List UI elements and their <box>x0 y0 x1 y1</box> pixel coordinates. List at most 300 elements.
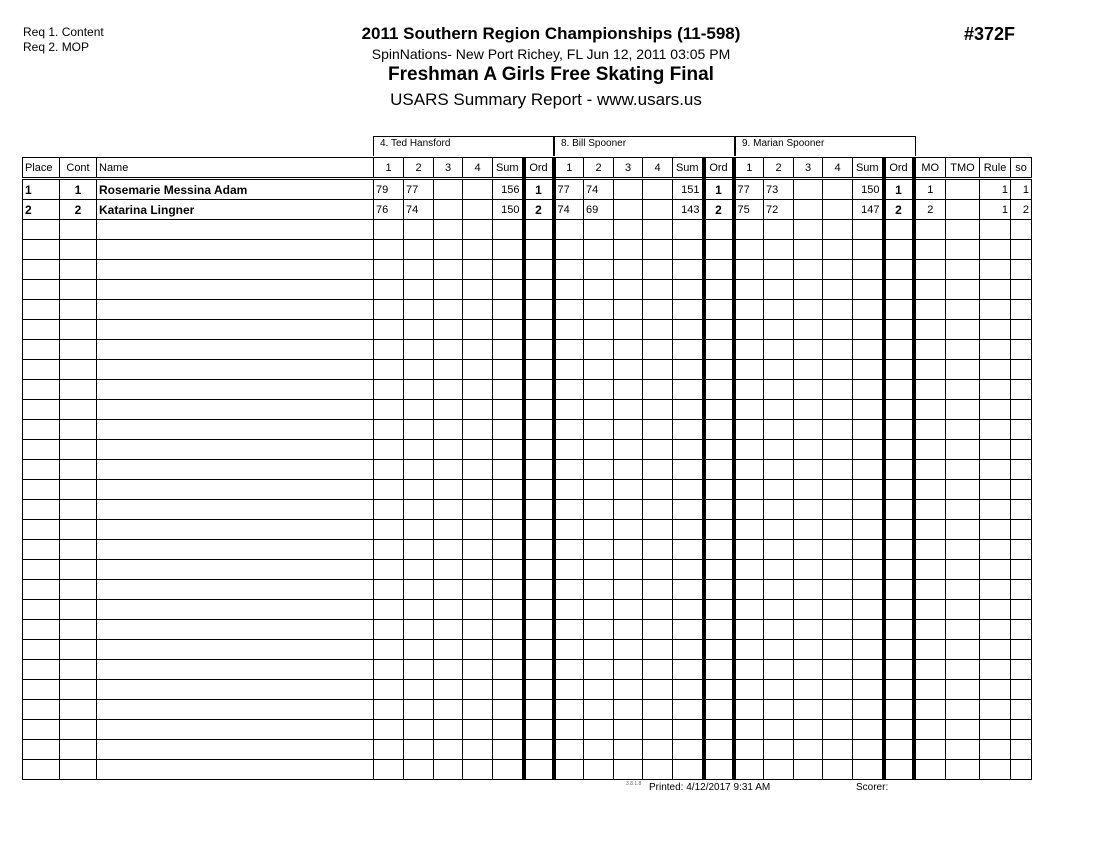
name-cell <box>97 460 374 480</box>
so-cell <box>1011 260 1032 280</box>
col-judge3-4: 4 <box>823 158 853 179</box>
score-cell <box>434 500 463 520</box>
score-cell <box>794 380 823 400</box>
table-row <box>23 500 1032 520</box>
place-cell <box>23 460 60 480</box>
rule-cell <box>980 280 1011 300</box>
sum-cell <box>853 220 884 240</box>
score-cell <box>463 580 493 600</box>
score-cell <box>374 620 404 640</box>
score-cell <box>614 300 643 320</box>
req-2: Req 2. MOP <box>23 40 90 54</box>
score-cell <box>404 520 434 540</box>
score-cell <box>374 500 404 520</box>
cont-cell <box>60 380 97 400</box>
score-cell <box>554 540 584 560</box>
score-cell <box>764 660 794 680</box>
score-cell <box>374 300 404 320</box>
score-cell <box>404 500 434 520</box>
score-cell <box>794 660 823 680</box>
req-1: Req 1. Content <box>23 25 104 39</box>
score-cell <box>463 240 493 260</box>
score-cell <box>614 560 643 580</box>
score-cell <box>584 760 614 780</box>
sum-cell <box>493 340 524 360</box>
place-cell <box>23 440 60 460</box>
score-cell <box>554 280 584 300</box>
sum-cell <box>493 700 524 720</box>
score-cell <box>463 280 493 300</box>
so-cell <box>1011 400 1032 420</box>
tmo-cell <box>946 280 980 300</box>
tmo-cell <box>946 520 980 540</box>
ord-cell <box>524 660 554 680</box>
ord-cell <box>884 660 914 680</box>
mo-cell <box>914 580 946 600</box>
sum-cell <box>673 640 704 660</box>
score-cell <box>434 280 463 300</box>
score-cell <box>614 720 643 740</box>
rule-cell <box>980 620 1011 640</box>
score-cell <box>463 480 493 500</box>
ord-cell: 2 <box>704 200 734 220</box>
score-cell <box>614 600 643 620</box>
ord-cell <box>884 500 914 520</box>
score-cell <box>584 320 614 340</box>
so-cell <box>1011 480 1032 500</box>
mo-cell <box>914 680 946 700</box>
tmo-cell <box>946 720 980 740</box>
score-cell <box>764 520 794 540</box>
score-cell <box>794 240 823 260</box>
table-row <box>23 360 1032 380</box>
ord-cell <box>704 740 734 760</box>
table-row <box>23 220 1032 240</box>
sum-cell <box>493 300 524 320</box>
score-cell <box>823 260 853 280</box>
rule-cell <box>980 300 1011 320</box>
score-cell <box>643 240 673 260</box>
sum-cell <box>493 760 524 780</box>
score-cell <box>614 380 643 400</box>
score-cell <box>554 420 584 440</box>
so-cell <box>1011 540 1032 560</box>
place-cell: 2 <box>23 200 60 220</box>
ord-cell <box>884 340 914 360</box>
table-row <box>23 760 1032 780</box>
score-cell <box>404 440 434 460</box>
ord-cell <box>884 720 914 740</box>
score-cell <box>734 580 764 600</box>
cont-cell <box>60 760 97 780</box>
score-cell <box>794 520 823 540</box>
score-cell: 76 <box>374 200 404 220</box>
sum-cell <box>853 740 884 760</box>
score-cell <box>404 560 434 580</box>
name-cell <box>97 280 374 300</box>
score-cell: 77 <box>404 179 434 200</box>
ord-cell <box>704 280 734 300</box>
ord-cell <box>704 460 734 480</box>
score-cell <box>734 340 764 360</box>
sum-cell <box>853 300 884 320</box>
sum-cell <box>853 420 884 440</box>
score-cell <box>463 340 493 360</box>
mo-cell <box>914 640 946 660</box>
score-cell <box>643 260 673 280</box>
name-cell <box>97 720 374 740</box>
score-cell <box>554 320 584 340</box>
table-row <box>23 480 1032 500</box>
score-cell <box>463 640 493 660</box>
cont-cell <box>60 480 97 500</box>
place-cell <box>23 500 60 520</box>
tmo-cell <box>946 700 980 720</box>
score-cell <box>554 520 584 540</box>
ord-cell <box>524 700 554 720</box>
mo-cell <box>914 400 946 420</box>
score-cell <box>463 680 493 700</box>
mo-cell <box>914 260 946 280</box>
table-row <box>23 400 1032 420</box>
so-cell <box>1011 340 1032 360</box>
score-cell: 77 <box>554 179 584 200</box>
score-cell <box>764 400 794 420</box>
ord-cell <box>704 640 734 660</box>
tmo-cell <box>946 460 980 480</box>
ord-cell <box>704 580 734 600</box>
sum-cell <box>853 280 884 300</box>
tmo-cell <box>946 300 980 320</box>
table-row <box>23 660 1032 680</box>
score-cell <box>374 380 404 400</box>
score-cell <box>734 320 764 340</box>
sum-cell <box>493 440 524 460</box>
score-cell <box>823 320 853 340</box>
col-place: Place <box>23 158 60 179</box>
score-cell <box>643 660 673 680</box>
tmo-cell <box>946 420 980 440</box>
col-judge2-ord: Ord <box>704 158 734 179</box>
name-cell <box>97 440 374 460</box>
sum-cell <box>853 460 884 480</box>
place-cell <box>23 620 60 640</box>
mo-cell <box>914 300 946 320</box>
score-cell <box>404 620 434 640</box>
score-cell <box>463 220 493 240</box>
score-cell <box>794 720 823 740</box>
ord-cell <box>524 640 554 660</box>
mo-cell <box>914 280 946 300</box>
event-name: Freshman A Girls Free Skating Final <box>388 64 714 85</box>
score-cell <box>614 240 643 260</box>
score-cell <box>823 720 853 740</box>
score-cell <box>823 460 853 480</box>
score-cell <box>404 280 434 300</box>
score-cell <box>404 400 434 420</box>
ord-cell <box>704 480 734 500</box>
sum-cell: 150 <box>853 179 884 200</box>
rule-cell: 1 <box>980 200 1011 220</box>
mo-cell <box>914 760 946 780</box>
score-cell <box>584 380 614 400</box>
so-cell <box>1011 460 1032 480</box>
score-cell <box>554 240 584 260</box>
score-cell <box>434 360 463 380</box>
ord-cell <box>704 760 734 780</box>
cont-cell <box>60 660 97 680</box>
sum-cell: 147 <box>853 200 884 220</box>
ord-cell: 2 <box>884 200 914 220</box>
score-cell <box>404 380 434 400</box>
score-cell <box>643 420 673 440</box>
sum-cell <box>853 500 884 520</box>
col-judge2-1: 1 <box>554 158 584 179</box>
ord-cell <box>704 240 734 260</box>
col-judge3-1: 1 <box>734 158 764 179</box>
col-judge1-sum: Sum <box>493 158 524 179</box>
score-cell <box>823 440 853 460</box>
score-cell <box>463 520 493 540</box>
name-cell <box>97 420 374 440</box>
col-tmo: TMO <box>946 158 980 179</box>
score-cell <box>734 240 764 260</box>
table-row <box>23 460 1032 480</box>
so-cell: 2 <box>1011 200 1032 220</box>
name-cell <box>97 640 374 660</box>
score-cell <box>584 400 614 420</box>
score-cell <box>823 380 853 400</box>
col-judge2-3: 3 <box>614 158 643 179</box>
score-cell <box>554 580 584 600</box>
so-cell <box>1011 380 1032 400</box>
ord-cell <box>524 620 554 640</box>
sum-cell <box>493 360 524 380</box>
score-cell <box>614 580 643 600</box>
score-cell <box>374 280 404 300</box>
place-cell <box>23 320 60 340</box>
mo-cell <box>914 660 946 680</box>
score-cell <box>643 540 673 560</box>
score-cell <box>554 640 584 660</box>
score-cell <box>554 500 584 520</box>
ord-cell <box>524 420 554 440</box>
name-cell <box>97 260 374 280</box>
ord-cell: 1 <box>524 179 554 200</box>
sum-cell <box>673 320 704 340</box>
results-table <box>22 157 1032 780</box>
score-cell <box>794 760 823 780</box>
score-cell <box>823 420 853 440</box>
score-cell <box>374 740 404 760</box>
col-rule: Rule <box>980 158 1011 179</box>
mo-cell <box>914 220 946 240</box>
ord-cell <box>884 400 914 420</box>
sum-cell <box>493 600 524 620</box>
name-cell <box>97 700 374 720</box>
score-cell <box>614 480 643 500</box>
score-cell <box>734 500 764 520</box>
score-cell <box>434 179 463 200</box>
mo-cell <box>914 360 946 380</box>
rule-cell <box>980 220 1011 240</box>
ord-cell <box>884 620 914 640</box>
score-cell <box>374 260 404 280</box>
score-cell <box>434 440 463 460</box>
rule-cell <box>980 400 1011 420</box>
so-cell <box>1011 320 1032 340</box>
tmo-cell <box>946 560 980 580</box>
place-cell <box>23 720 60 740</box>
score-cell <box>764 380 794 400</box>
score-cell <box>434 240 463 260</box>
sum-cell <box>673 660 704 680</box>
score-cell <box>764 700 794 720</box>
name-cell <box>97 600 374 620</box>
score-cell <box>404 580 434 600</box>
rule-cell <box>980 440 1011 460</box>
tmo-cell <box>946 640 980 660</box>
score-cell <box>614 700 643 720</box>
score-cell <box>734 660 764 680</box>
so-cell <box>1011 220 1032 240</box>
score-cell <box>823 280 853 300</box>
score-cell <box>584 580 614 600</box>
rule-cell <box>980 520 1011 540</box>
score-cell <box>404 640 434 660</box>
score-cell <box>434 560 463 580</box>
score-cell <box>794 440 823 460</box>
score-cell <box>434 540 463 560</box>
name-cell <box>97 740 374 760</box>
score-cell <box>584 740 614 760</box>
score-cell <box>374 720 404 740</box>
score-cell <box>554 760 584 780</box>
col-judge3-ord: Ord <box>884 158 914 179</box>
score-cell: 74 <box>584 179 614 200</box>
sum-cell <box>673 620 704 640</box>
score-cell <box>734 300 764 320</box>
scorer-label: Scorer: <box>856 782 889 793</box>
score-cell <box>584 660 614 680</box>
ord-cell <box>524 220 554 240</box>
sum-cell <box>853 760 884 780</box>
score-cell <box>794 560 823 580</box>
score-cell <box>434 660 463 680</box>
table-row <box>23 640 1032 660</box>
place-cell <box>23 700 60 720</box>
score-cell <box>374 640 404 660</box>
place-cell <box>23 360 60 380</box>
name-cell <box>97 380 374 400</box>
mo-cell <box>914 740 946 760</box>
ord-cell <box>884 560 914 580</box>
rule-cell <box>980 320 1011 340</box>
ord-cell <box>884 600 914 620</box>
rule-cell <box>980 540 1011 560</box>
score-cell <box>823 400 853 420</box>
so-cell <box>1011 440 1032 460</box>
event-number: #372F <box>964 24 1016 44</box>
score-cell <box>794 680 823 700</box>
table-row <box>23 260 1032 280</box>
score-cell <box>404 680 434 700</box>
col-judge2-4: 4 <box>643 158 673 179</box>
name-cell <box>97 760 374 780</box>
ord-cell <box>704 600 734 620</box>
cont-cell: 2 <box>60 200 97 220</box>
score-cell <box>734 360 764 380</box>
place-cell <box>23 560 60 580</box>
mo-cell <box>914 560 946 580</box>
tmo-cell <box>946 500 980 520</box>
sum-cell <box>493 420 524 440</box>
table-row <box>23 380 1032 400</box>
score-cell: 79 <box>374 179 404 200</box>
score-cell <box>374 560 404 580</box>
score-cell <box>764 360 794 380</box>
col-judge3-sum: Sum <box>853 158 884 179</box>
cont-cell <box>60 460 97 480</box>
cont-cell <box>60 560 97 580</box>
score-cell <box>734 280 764 300</box>
name-cell <box>97 580 374 600</box>
score-cell <box>794 620 823 640</box>
sum-cell <box>673 360 704 380</box>
cont-cell <box>60 520 97 540</box>
score-cell <box>643 620 673 640</box>
score-cell <box>823 500 853 520</box>
score-cell <box>734 520 764 540</box>
ord-cell <box>884 540 914 560</box>
score-cell: 75 <box>734 200 764 220</box>
score-cell <box>643 600 673 620</box>
score-cell <box>823 220 853 240</box>
sum-cell <box>493 580 524 600</box>
score-cell <box>794 300 823 320</box>
cont-cell <box>60 320 97 340</box>
score-cell <box>794 400 823 420</box>
score-cell <box>374 480 404 500</box>
cont-cell <box>60 360 97 380</box>
cont-cell <box>60 540 97 560</box>
mo-cell <box>914 480 946 500</box>
col-judge1-3: 3 <box>434 158 463 179</box>
cont-cell <box>60 300 97 320</box>
table-row <box>23 520 1032 540</box>
score-cell <box>404 420 434 440</box>
score-cell <box>794 580 823 600</box>
col-mo: MO <box>914 158 946 179</box>
name-cell <box>97 300 374 320</box>
ord-cell <box>884 640 914 660</box>
score-cell <box>434 580 463 600</box>
ord-cell <box>524 360 554 380</box>
ord-cell <box>884 360 914 380</box>
sum-cell <box>673 700 704 720</box>
sum-cell <box>673 280 704 300</box>
score-cell <box>614 200 643 220</box>
ord-cell <box>884 300 914 320</box>
score-cell <box>584 240 614 260</box>
score-cell <box>374 460 404 480</box>
name-cell <box>97 520 374 540</box>
ord-cell <box>704 700 734 720</box>
score-cell <box>463 300 493 320</box>
score-cell <box>374 400 404 420</box>
score-cell <box>734 380 764 400</box>
so-cell <box>1011 360 1032 380</box>
